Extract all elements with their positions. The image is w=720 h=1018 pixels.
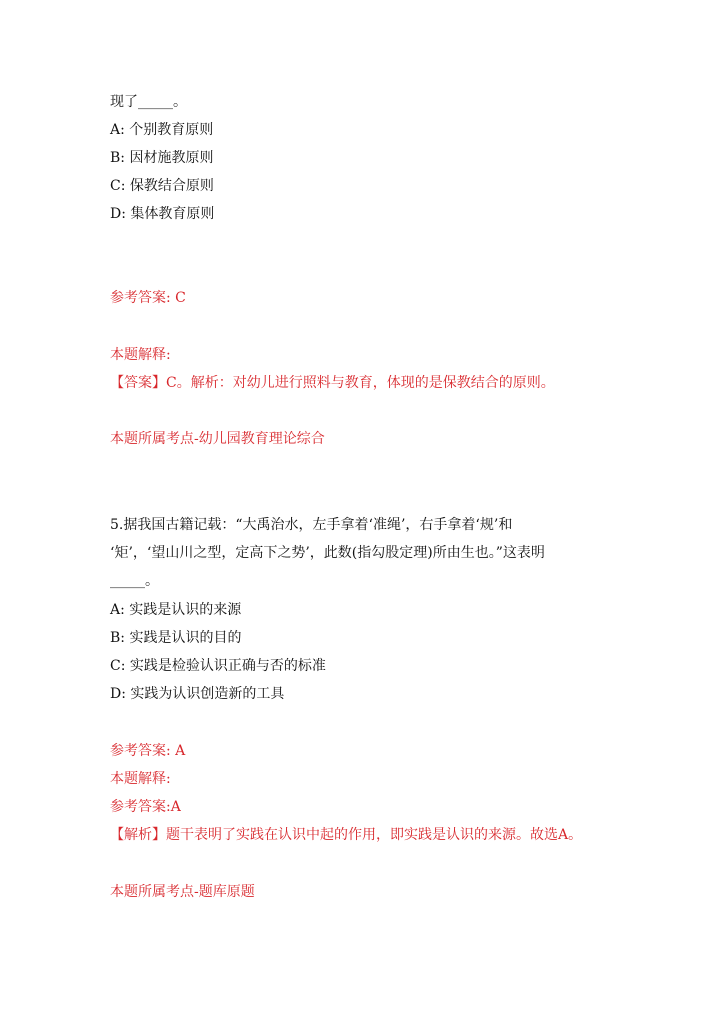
q5-explain-label: 本题解释: bbox=[110, 771, 171, 787]
q5-explanation: 【解析】题干表明了实践在认识中起的作用，即实践是认识的来源。故选A。 bbox=[110, 827, 583, 843]
q4-answer: 参考答案: C bbox=[110, 290, 186, 306]
q4-option-d: D: 集体教育原则 bbox=[110, 206, 215, 222]
q4-explanation: 【答案】C。解析：对幼儿进行照料与教育，体现的是保教结合的原则。 bbox=[110, 375, 555, 391]
q4-option-c: C: 保教结合原则 bbox=[110, 178, 214, 194]
q4-stem-tail: 现了_____。 bbox=[110, 94, 187, 110]
q5-option-d: D: 实践为认识创造新的工具 bbox=[110, 686, 285, 702]
q4-option-a: A: 个别教育原则 bbox=[110, 122, 214, 138]
q5-option-a: A: 实践是认识的来源 bbox=[110, 602, 242, 618]
q5-answer: 参考答案: A bbox=[110, 743, 186, 759]
q4-topic: 本题所属考点-幼儿园教育理论综合 bbox=[110, 431, 325, 447]
q5-answer-repeat: 参考答案:A bbox=[110, 799, 181, 815]
q5-stem-line-3: _____。 bbox=[110, 573, 159, 589]
q5-stem-line-2: ‘矩’，‘望山川之型，定高下之势’，此数(指勾股定理)所由生也。”这表明 bbox=[110, 545, 545, 561]
q4-explain-label: 本题解释: bbox=[110, 347, 171, 363]
q5-topic: 本题所属考点-题库原题 bbox=[110, 884, 255, 900]
q5-option-c: C: 实践是检验认识正确与否的标准 bbox=[110, 658, 326, 674]
q5-stem-line-1: 5.据我国古籍记载：“大禹治水，左手拿着‘准绳’，右手拿着‘规’和 bbox=[110, 517, 513, 533]
q5-option-b: B: 实践是认识的目的 bbox=[110, 630, 242, 646]
q4-option-b: B: 因材施教原则 bbox=[110, 150, 214, 166]
